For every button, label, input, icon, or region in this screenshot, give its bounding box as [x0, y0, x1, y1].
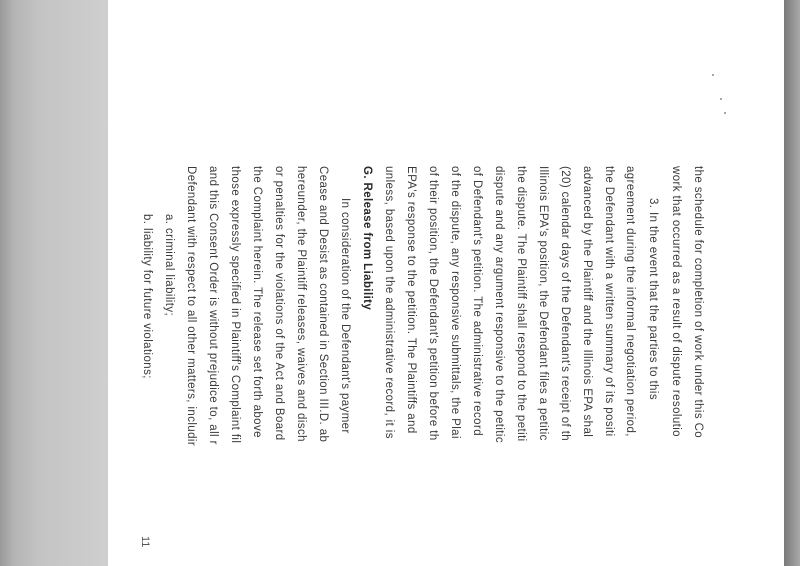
- body-line: Cease and Desist as contained in Section III.D. ab: [317, 166, 329, 443]
- body-line: 3. In the event that the parties to this: [647, 198, 659, 401]
- body-line: of the dispute, any responsive submittals, the Plai: [449, 166, 461, 439]
- body-line: of Defendant's petition. The administrative record: [471, 166, 483, 437]
- body-line: agreement during the informal negotiation period,: [624, 166, 636, 437]
- body-line: of their position, the Defendant's petition before th: [427, 166, 439, 441]
- scanner-frame-right: [784, 0, 800, 566]
- body-line: the Defendant with a written summary of its positi: [603, 166, 615, 437]
- body-line: and this Consent Order is without prejudice to, all r: [207, 166, 219, 445]
- body-line: dispute and any argument responsive to the petitic: [493, 166, 505, 443]
- body-line: or penalties for the violations of the Act and Board: [273, 166, 285, 441]
- body-line: advanced by the Plaintiff and the Illinois EPA shal: [581, 166, 593, 438]
- body-line: Illinois EPA's position, the Defendant files a petitic: [537, 166, 549, 441]
- list-item: b. liability for future violations;: [141, 214, 153, 379]
- scanner-frame-left: [0, 0, 108, 566]
- body-line: the dispute. The Plaintiff shall respond to the petiti: [515, 166, 527, 442]
- document-page: [108, 0, 784, 566]
- body-line: (20) calendar days of the Defendant's receipt of th: [559, 166, 571, 442]
- rotated-text-block: [108, 0, 784, 566]
- page-number: 11: [139, 536, 151, 548]
- section-heading: G. Release from Liability: [361, 166, 373, 311]
- body-line: the Complaint herein. The release set forth above: [251, 166, 263, 438]
- body-line: unless, based upon the administrative record, it is: [383, 166, 395, 439]
- list-item: a. criminal liability;: [163, 214, 175, 317]
- body-line: In consideration of the Defendant's paymer: [339, 198, 351, 434]
- body-line: work that occurred as a result of dispute resolutio: [670, 166, 682, 437]
- body-line: Defendant with respect to all other matters, includir: [185, 166, 197, 447]
- body-line: the schedule for completion of work under this Co: [692, 166, 704, 439]
- body-line: those expressly specified in Plaintiff's Complaint fil: [229, 166, 241, 444]
- body-line: EPA's response to the petition. The Plaintiffs and: [405, 166, 417, 434]
- body-line: hereunder, the Plaintiff releases, waives and disch: [295, 166, 307, 442]
